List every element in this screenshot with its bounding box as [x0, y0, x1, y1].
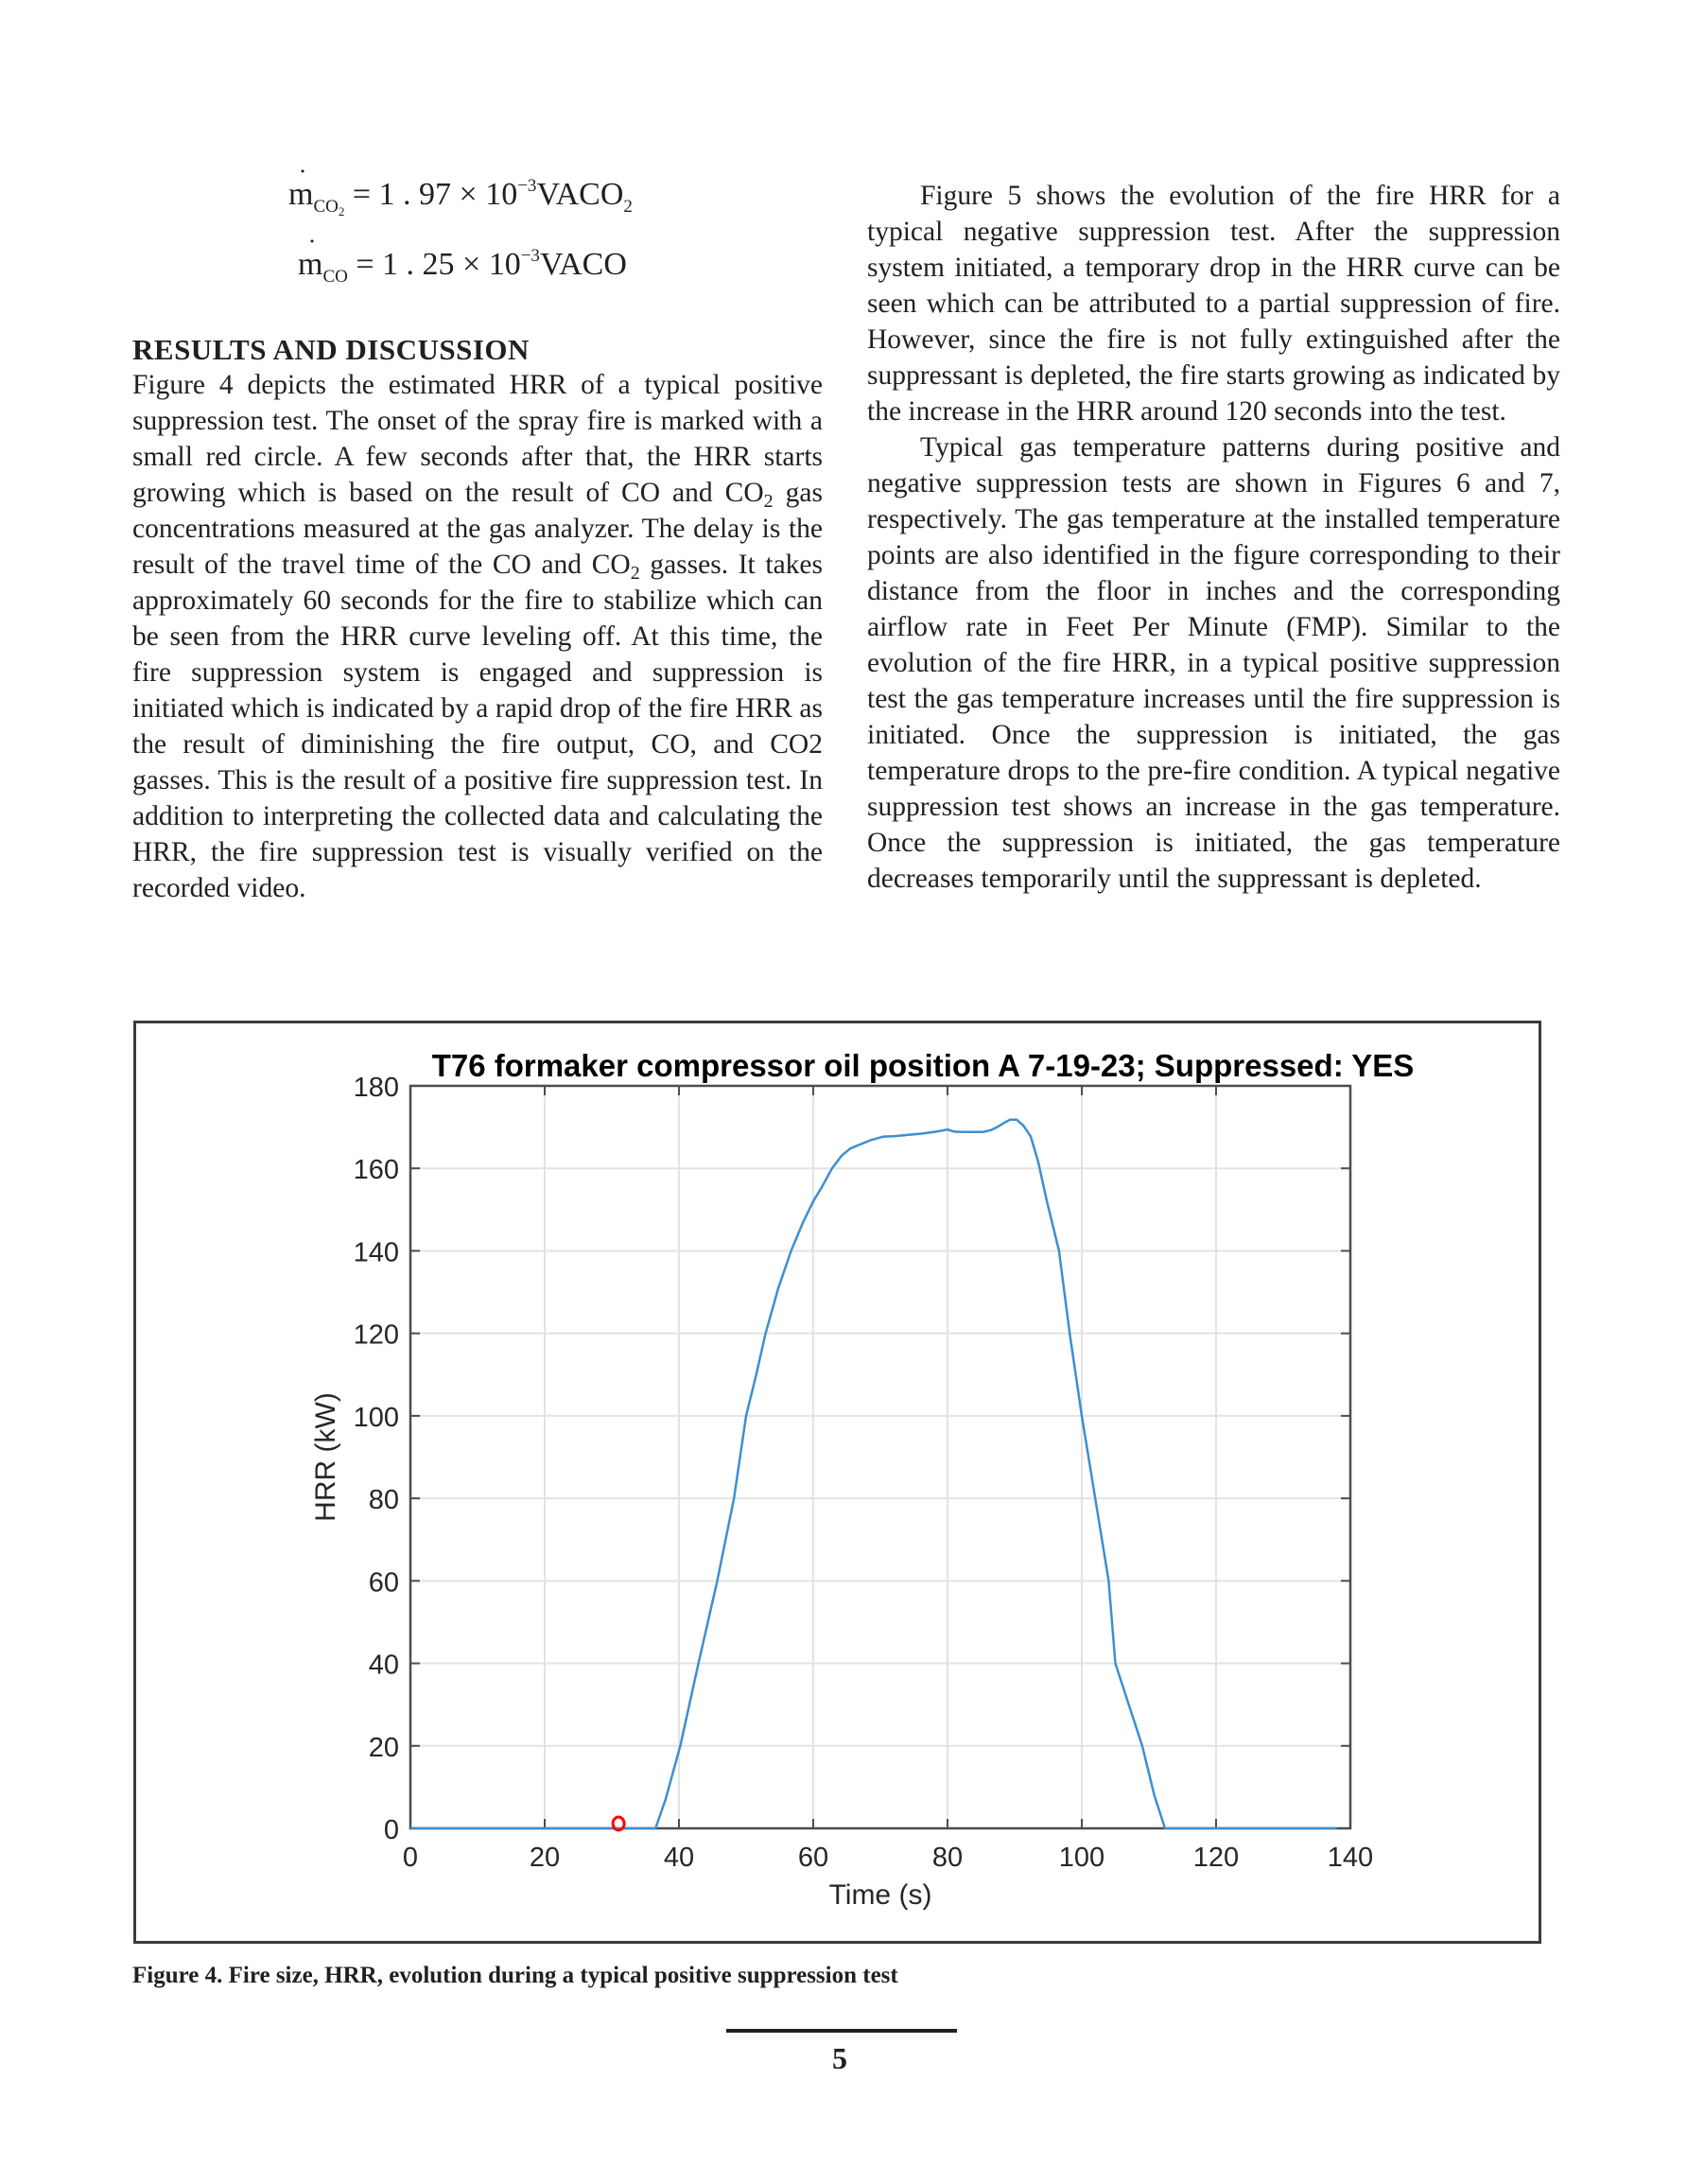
tick-labels — [354, 1073, 1374, 1873]
equation-mass-flow-co2 — [288, 176, 633, 219]
text-run: gasses. It takes approximately 60 seconds for the fire to stabilize which can be seen from the HRR curve leveling off. At this time, the fire suppression system is engaged and suppression is initiated which is indicated by a rapid drop of the fire HRR as the result of diminishing the fire output, CO, and CO2 gasses. This is the result of a positive fire suppression test. In addition to interpreting the collected data and calculating the HRR, the fire suppression test is visually verified on the recorded video. — [132, 550, 823, 903]
footer-rule — [726, 2029, 957, 2033]
paragraph-figure4-description — [132, 367, 823, 906]
eq-exponent: −3 — [520, 246, 540, 266]
y-tick-label: 20 — [368, 1732, 399, 1763]
left-column — [132, 367, 823, 906]
x-tick-label: 40 — [663, 1843, 695, 1873]
eq-subscript: CO — [313, 197, 339, 217]
x-tick-label: 20 — [529, 1843, 561, 1873]
y-tick-label: 120 — [353, 1319, 399, 1351]
right-column — [867, 178, 1560, 897]
figure-caption: Figure 4. Fire size, HRR, evolution during a typical positive suppression test — [132, 1963, 898, 1988]
subscript: 2 — [763, 491, 774, 512]
x-tick-label: 80 — [931, 1843, 964, 1873]
y-tick-label: 180 — [353, 1073, 399, 1103]
text-run: gas concentrations measured at the gas analyzer. The delay is the result of the travel time of the CO and CO — [132, 478, 823, 580]
y-axis-label: HRR (kW) — [310, 1392, 341, 1522]
plot-area-border — [410, 1086, 1350, 1828]
mass-flow-symbol: ˙ m — [298, 247, 322, 283]
subscript: 2 — [630, 563, 640, 584]
eq-coefficient: = 1 . 97 × 10 — [352, 177, 518, 212]
y-tick-label: 100 — [353, 1402, 399, 1433]
equation-mass-flow-co — [298, 246, 627, 288]
section-heading: RESULTS AND DISCUSSION — [132, 333, 530, 366]
y-tick-label: 160 — [353, 1155, 399, 1186]
hrr-series-line — [410, 1120, 1337, 1828]
x-tick-label: 0 — [402, 1843, 419, 1873]
y-tick-label: 0 — [383, 1815, 399, 1845]
eq-variable-subscript: 2 — [623, 197, 633, 217]
eq-subscript-2: 2 — [338, 204, 345, 218]
x-tick-label: 120 — [1192, 1843, 1240, 1873]
eq-variable: VACO — [539, 247, 627, 282]
figure-4-frame — [133, 1021, 1541, 1944]
y-tick-label: 140 — [353, 1237, 399, 1268]
y-tick-label: 60 — [368, 1567, 399, 1599]
eq-exponent: −3 — [517, 176, 537, 196]
text-run: Figure 4 depicts the estimated HRR of a typical positive suppression test. The onset of the spray fire is marked with a small red circle. A few seconds after that, the HRR starts growing which is based on the result of CO and CO — [132, 370, 823, 508]
y-tick-label: 80 — [368, 1485, 399, 1516]
hrr-chart — [136, 1023, 1539, 1941]
axis-ticks — [410, 1086, 1350, 1828]
x-tick-label: 60 — [797, 1843, 829, 1873]
grid-lines — [410, 1086, 1350, 1828]
x-axis-label: Time (s) — [828, 1879, 932, 1911]
eq-subscript: CO — [322, 267, 348, 287]
mass-flow-symbol: ˙ m — [288, 177, 313, 213]
eq-variable: VACO — [536, 177, 624, 212]
series-layer — [410, 1120, 1337, 1830]
x-tick-label: 140 — [1327, 1843, 1374, 1873]
paragraph-figure5-description: Figure 5 shows the evolution of the fire HRR for a typical negative suppression test. After the suppression system initiated, a temporary drop in the HRR curve can be seen which can be attributed to a partial suppression of fire. However, since the fire is not fully extinguished after the suppressant is depleted, the fire starts growing as indicated by the increase in the HRR around 120 seconds into the test. — [867, 181, 1560, 427]
y-tick-label: 40 — [368, 1650, 399, 1681]
x-tick-label: 100 — [1058, 1843, 1105, 1873]
chart-title: T76 formaker compressor oil position A 7-19-23; Suppressed: YES — [431, 1048, 1415, 1083]
paragraph-gas-temperature: Typical gas temperature patterns during positive and negative suppression tests are shown in Figures 6 and 7, respectively. The gas temperature at the installed temperature points are also identified in the figure corresponding to their distance from the floor in inches and the corresponding airflow rate in Feet Per Minute (FMP). Similar to the evolution of the fire HRR, in a typical positive suppression test the gas temperature increases until the fire suppression is initiated. Once the suppression is initiated, the gas temperature drops to the pre-fire condition. A typical negative suppression test shows an increase in the gas temperature. Once the suppression is initiated, the gas temperature decreases temporarily until the suppressant is depleted. — [867, 432, 1560, 894]
page-number: 5 — [832, 2041, 847, 2075]
eq-coefficient: = 1 . 25 × 10 — [356, 247, 521, 282]
